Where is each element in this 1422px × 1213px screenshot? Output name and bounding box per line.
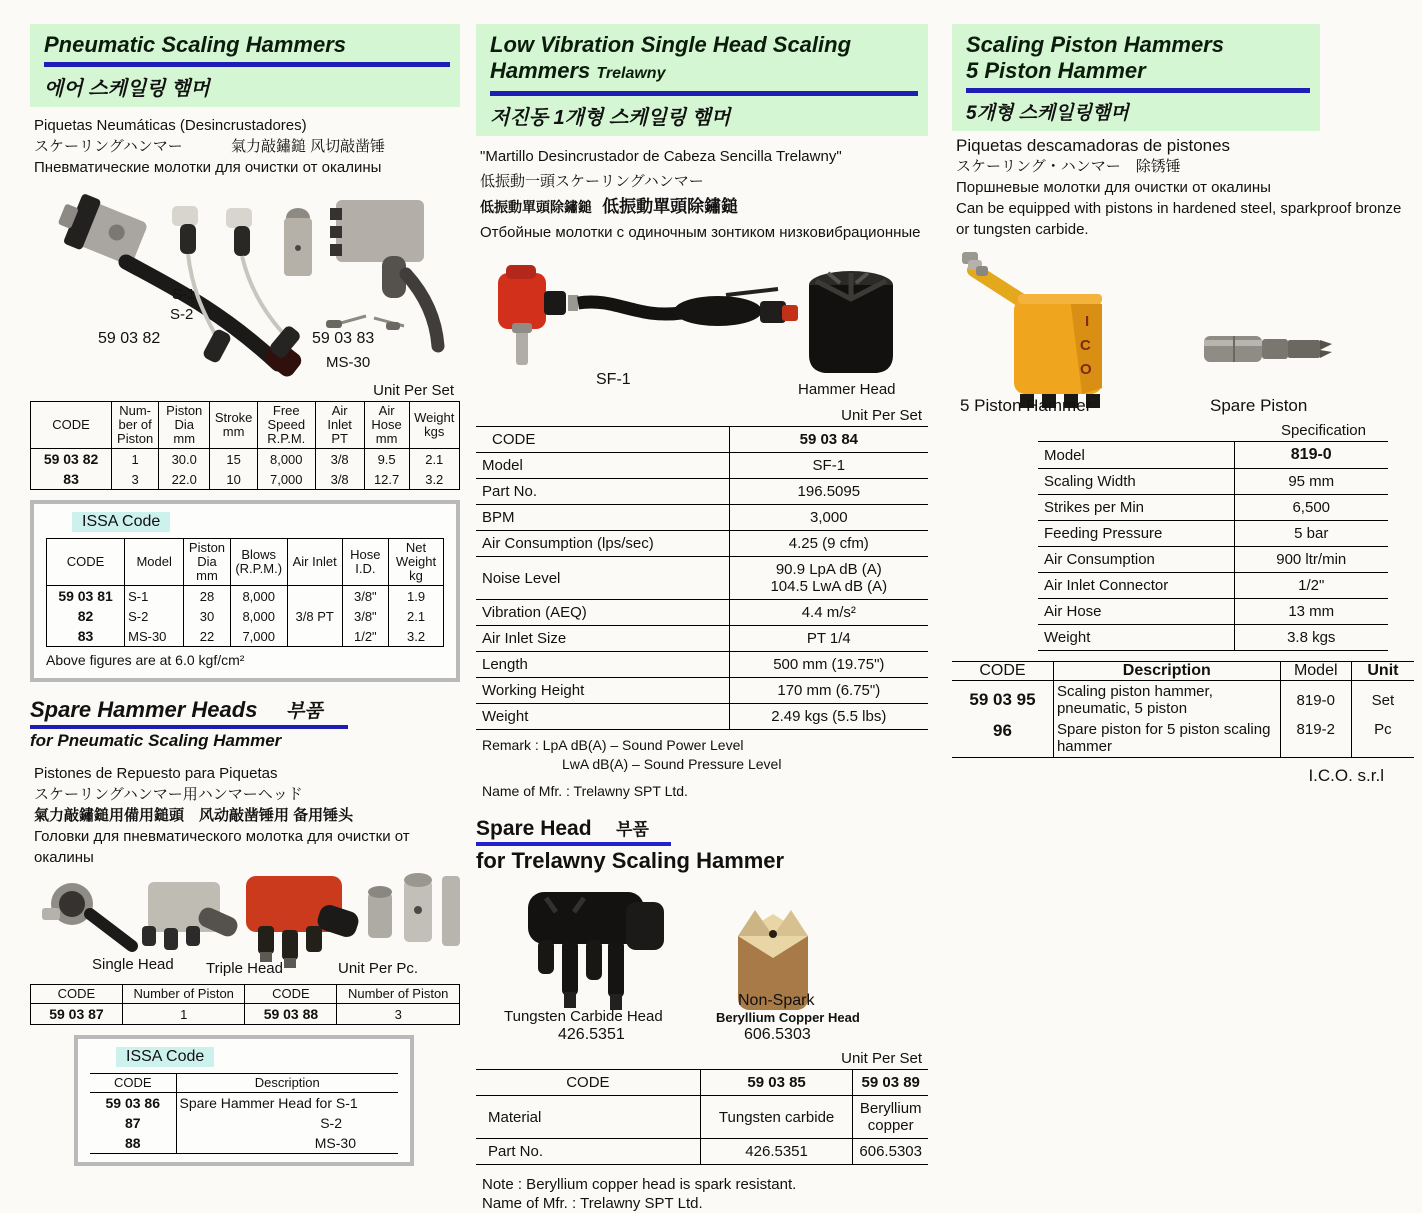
label-spare-piston: Spare Piston xyxy=(1210,396,1308,415)
cell-code: 83 xyxy=(31,469,112,490)
table-row: BPM 3,000 xyxy=(476,505,928,531)
table-row: Air Inlet Connector 1/2" xyxy=(1038,573,1388,599)
col-header: Free Speed R.P.M. xyxy=(257,402,315,449)
table-row: Part No. 196.5095 xyxy=(476,479,928,505)
product-images-middle xyxy=(476,243,928,403)
table-row: CODE 59 03 84 xyxy=(476,427,928,453)
label-code-590383: 59 03 83 xyxy=(312,330,375,347)
spare-line-russian: Головки для пневматического молотка для очистки от окалины xyxy=(34,828,410,866)
header-left xyxy=(30,24,460,107)
col-header: Weight kgs xyxy=(409,402,459,449)
spare-head-images-left xyxy=(30,868,460,980)
table-row: 59 03 95 Scaling piston hammer, pneumatic, 5 piston 819-0 Set xyxy=(952,681,1414,720)
table-row: Length 500 mm (19.75") xyxy=(476,652,928,678)
label-hammer-head: Hammer Head xyxy=(798,381,896,398)
specification-label: Specification xyxy=(1280,422,1366,439)
table-row: 83 MS-30 22 7,000 1/2" 3.2 xyxy=(47,626,444,647)
subtitle-chinese: 低振動單頭除鏽鎚 低振動單頭除鏽鎚 xyxy=(480,197,739,216)
spare-line-spanish: Pistones de Repuesto para Piquetas xyxy=(34,765,278,782)
sf1-spec-table xyxy=(476,426,928,730)
spare-head-table xyxy=(476,1069,928,1165)
page-title-korean: 에어 스케일링 햄머 xyxy=(44,78,210,100)
sf1-and-head-image xyxy=(476,243,928,403)
label-triple-head: Triple Head xyxy=(206,960,283,977)
table-row: Air Inlet Size PT 1/4 xyxy=(476,626,928,652)
page-title-line2: 5 Piston Hammer xyxy=(966,58,1146,83)
issa-table-1: CODE Model Piston Dia mm Blows (R.P.M.) Air Inlet Hose I.D. Net Weight kg 59 03 81 S-1 28 8,000 3/8 PT 3/8" 1.9 82 S-2 30 8,000 3/8" 2.1 83 MS-30 22 7,000 1/2" 3.2 xyxy=(46,538,444,647)
divider xyxy=(476,842,671,846)
unit-per-set-label: Unit Per Set xyxy=(373,382,454,399)
svg-text:O: O xyxy=(1080,361,1092,378)
svg-text:I: I xyxy=(1085,313,1090,330)
table-row: Weight 3.8 kgs xyxy=(1038,625,1388,651)
section-scaling-piston-hammers xyxy=(952,24,1414,786)
cell-air-inlet: 3/8 PT xyxy=(287,586,342,647)
svg-text:C: C xyxy=(1080,337,1091,354)
table-row: Material Tungsten carbide Beryllium copper xyxy=(476,1096,928,1139)
remark-line-1: Remark : LpA dB(A) – Sound Power Level xyxy=(482,737,744,753)
table-footnote: Above figures are at 6.0 kgf/cm² xyxy=(46,652,245,668)
product-images-right xyxy=(952,240,1414,418)
subtitle-spanish: Piquetas Neumáticas (Desincrustadores) xyxy=(34,117,307,134)
spare-heads-table: CODE Number of Piston CODE Number of Piston 59 03 87 1 59 03 88 3 xyxy=(30,984,460,1025)
table-row: 96 Spare piston for 5 piston scaling hammer 819-2 Pc xyxy=(952,719,1414,758)
col-header: Piston Dia mm xyxy=(159,402,210,449)
issa-code-box-1 xyxy=(30,500,460,682)
subtitle-japanese: 低振動一頭スケーリングハンマー xyxy=(480,173,704,190)
table-row: 83 3 22.0 10 7,000 3/8 12.7 3.2 xyxy=(31,469,460,490)
spare-heads-title: Spare Hammer Heads xyxy=(30,697,258,722)
piston-code-table: CODE Description Model Unit 59 03 95 Scaling piston hammer, pneumatic, 5 piston 819-0 Set 96 Spare piston for 5 piston scaling hammer 819-2 Pc xyxy=(952,661,1414,758)
page-title-korean: 저진동 1개형 스케일링 햄머 xyxy=(490,107,731,129)
brand-name: Trelawny xyxy=(596,65,666,82)
label-s2: S-2 xyxy=(170,306,194,323)
page-title-korean: 5개형 스케일링햄머 xyxy=(966,103,1129,124)
issa-code-box-2 xyxy=(74,1035,414,1166)
table-row: Feeding Pressure 5 bar xyxy=(1038,521,1388,547)
manufacturer-line: Name of Mfr. : Trelawny SPT Ltd. xyxy=(482,783,688,799)
label-non-spark: Non-Spark xyxy=(738,992,815,1009)
spare-head-title-korean: 부품 xyxy=(616,820,649,839)
spare-head-title: Spare Head xyxy=(476,817,592,840)
unit-per-set-label: Unit Per Set xyxy=(841,407,922,424)
label-5-piston-hammer: 5 Piston Hammer xyxy=(960,396,1092,415)
table-row: Part No. 426.5351 606.5303 xyxy=(476,1139,928,1165)
page-title: Pneumatic Scaling Hammers xyxy=(44,32,347,57)
unit-per-pc-label: Unit Per Pc. xyxy=(338,960,419,977)
col-header: CODE xyxy=(31,402,112,449)
page-title-line2: Hammers Trelawny xyxy=(490,58,666,83)
table-row: Noise Level 90.9 LpA dB (A) 104.5 LwA dB (A) xyxy=(476,557,928,600)
table-row: 87 S-2 xyxy=(90,1113,398,1133)
note-line: Note : Beryllium copper head is spark resistant. xyxy=(482,1176,797,1193)
subtitle-russian: Поршневые молотки для очистки от окалины xyxy=(956,179,1271,196)
header-right xyxy=(952,24,1320,131)
table-row: Air Consumption (lps/sec) 4.25 (9 cfm) xyxy=(476,531,928,557)
spare-line-japanese: スケーリングハンマー用ハンマーヘッド xyxy=(34,786,303,803)
subtitle-spanish: Piquetas descamadoras de pistones xyxy=(956,136,1231,155)
section-low-vibration-hammers xyxy=(476,24,928,1213)
table-row: 82 S-2 30 8,000 3/8" 2.1 xyxy=(47,606,444,626)
page-title: Low Vibration Single Head Scaling xyxy=(490,32,852,57)
label-single-head: Single Head xyxy=(92,956,174,973)
table-row: CODE 59 03 85 59 03 89 xyxy=(476,1070,928,1096)
spare-line-chinese: 氣力敲鏽鎚用備用鎚頭 风动敲凿锤用 备用锤头 xyxy=(34,807,354,824)
table-row: Model SF-1 xyxy=(476,453,928,479)
col-header: Air Hose mm xyxy=(364,402,409,449)
col-header: Num-ber of Piston xyxy=(112,402,159,449)
subtitle-spanish: "Martillo Desincrustador de Cabeza Sencilla Trelawny" xyxy=(480,148,842,165)
col-header: Stroke mm xyxy=(210,402,258,449)
spare-heads-title-korean: 부품 xyxy=(285,701,323,722)
remark-line-2: LwA dB(A) – Sound Pressure Level xyxy=(562,756,782,772)
manufacturer-line: Name of Mfr. : Trelawny SPT Ltd. xyxy=(482,1195,703,1212)
table-row: 59 03 81 S-1 28 8,000 3/8 PT 3/8" 1.9 xyxy=(47,586,444,607)
subtitle-cjk xyxy=(34,136,460,157)
label-sf1: SF-1 xyxy=(596,371,631,388)
manufacturer-name: I.C.O. s.r.l xyxy=(1308,766,1384,785)
label-s1: S-1 xyxy=(172,286,196,303)
label-tungsten-head: Tungsten Carbide Head xyxy=(504,1008,663,1025)
subtitle-japanese: スケーリング・ハンマー 除锈锤 xyxy=(956,158,1181,175)
piston-hammer-image xyxy=(952,240,1414,418)
cell-noise-level: 90.9 LpA dB (A) 104.5 LwA dB (A) xyxy=(729,557,928,600)
table-row: Model 819-0 xyxy=(1038,442,1388,469)
part-no-beryllium: 606.5303 xyxy=(744,1026,811,1043)
divider xyxy=(44,62,450,67)
subtitle-chinese: 氣力敲鏽鎚 风切敲凿锤 xyxy=(230,138,386,155)
unit-per-set-label: Unit Per Set xyxy=(841,1050,922,1067)
subtitle-russian: Пневматические молотки для очистки от окалины xyxy=(34,159,382,176)
section-pneumatic-scaling-hammers xyxy=(30,24,460,1166)
spare-head-subtitle: for Trelawny Scaling Hammer xyxy=(476,848,785,873)
table-row: 88 MS-30 xyxy=(90,1133,398,1154)
table-row: Vibration (AEQ) 4.4 m/s² xyxy=(476,600,928,626)
cell-code: 59 03 82 xyxy=(31,449,112,470)
table-row: Strikes per Min 6,500 xyxy=(1038,495,1388,521)
piston-spec-table xyxy=(1038,441,1388,651)
left-spec-table xyxy=(30,401,460,490)
product-images-left xyxy=(30,178,460,378)
table-row: 59 03 82 1 30.0 15 8,000 3/8 9.5 2.1 xyxy=(31,449,460,470)
divider xyxy=(30,725,348,729)
table-row: Air Hose 13 mm xyxy=(1038,599,1388,625)
issa-table-2: CODE Description 59 03 86 Spare Hammer Head for S-1 87 S-2 88 MS-30 xyxy=(90,1073,398,1154)
table-row: 59 03 86 Spare Hammer Head for S-1 xyxy=(90,1093,398,1114)
table-row: Scaling Width 95 mm xyxy=(1038,469,1388,495)
header-middle xyxy=(476,24,928,136)
table-row: 59 03 87 1 59 03 88 3 xyxy=(31,1004,460,1025)
subtitle-english: Can be equipped with pistons in hardened steel, sparkproof bronze or tungsten carbide. xyxy=(956,200,1402,238)
label-beryllium-head: Beryllium Copper Head xyxy=(716,1010,860,1025)
table-row: Air Consumption 900 ltr/min xyxy=(1038,547,1388,573)
col-header: Air Inlet PT xyxy=(315,402,364,449)
label-ms30: MS-30 xyxy=(326,354,371,371)
issa-code-tag: ISSA Code xyxy=(72,512,170,532)
table-row: Weight 2.49 kgs (5.5 lbs) xyxy=(476,704,928,730)
spare-heads-subtitle: for Pneumatic Scaling Hammer xyxy=(30,731,282,750)
subtitle-russian: Отбойные молотки с одиночным зонтиком низковибрационные xyxy=(480,224,921,241)
label-code-590382: 59 03 82 xyxy=(98,330,161,347)
part-no-tungsten: 426.5351 xyxy=(558,1026,625,1043)
issa-code-tag: ISSA Code xyxy=(116,1047,214,1067)
subtitle-japanese: スケーリングハンマー xyxy=(34,138,183,155)
pneumatic-hammers-image xyxy=(30,178,460,378)
divider xyxy=(490,91,918,96)
spare-head-images-middle xyxy=(476,874,928,1046)
divider xyxy=(966,88,1310,93)
table-row: Working Height 170 mm (6.75") xyxy=(476,678,928,704)
page-title: Scaling Piston Hammers xyxy=(966,32,1224,57)
